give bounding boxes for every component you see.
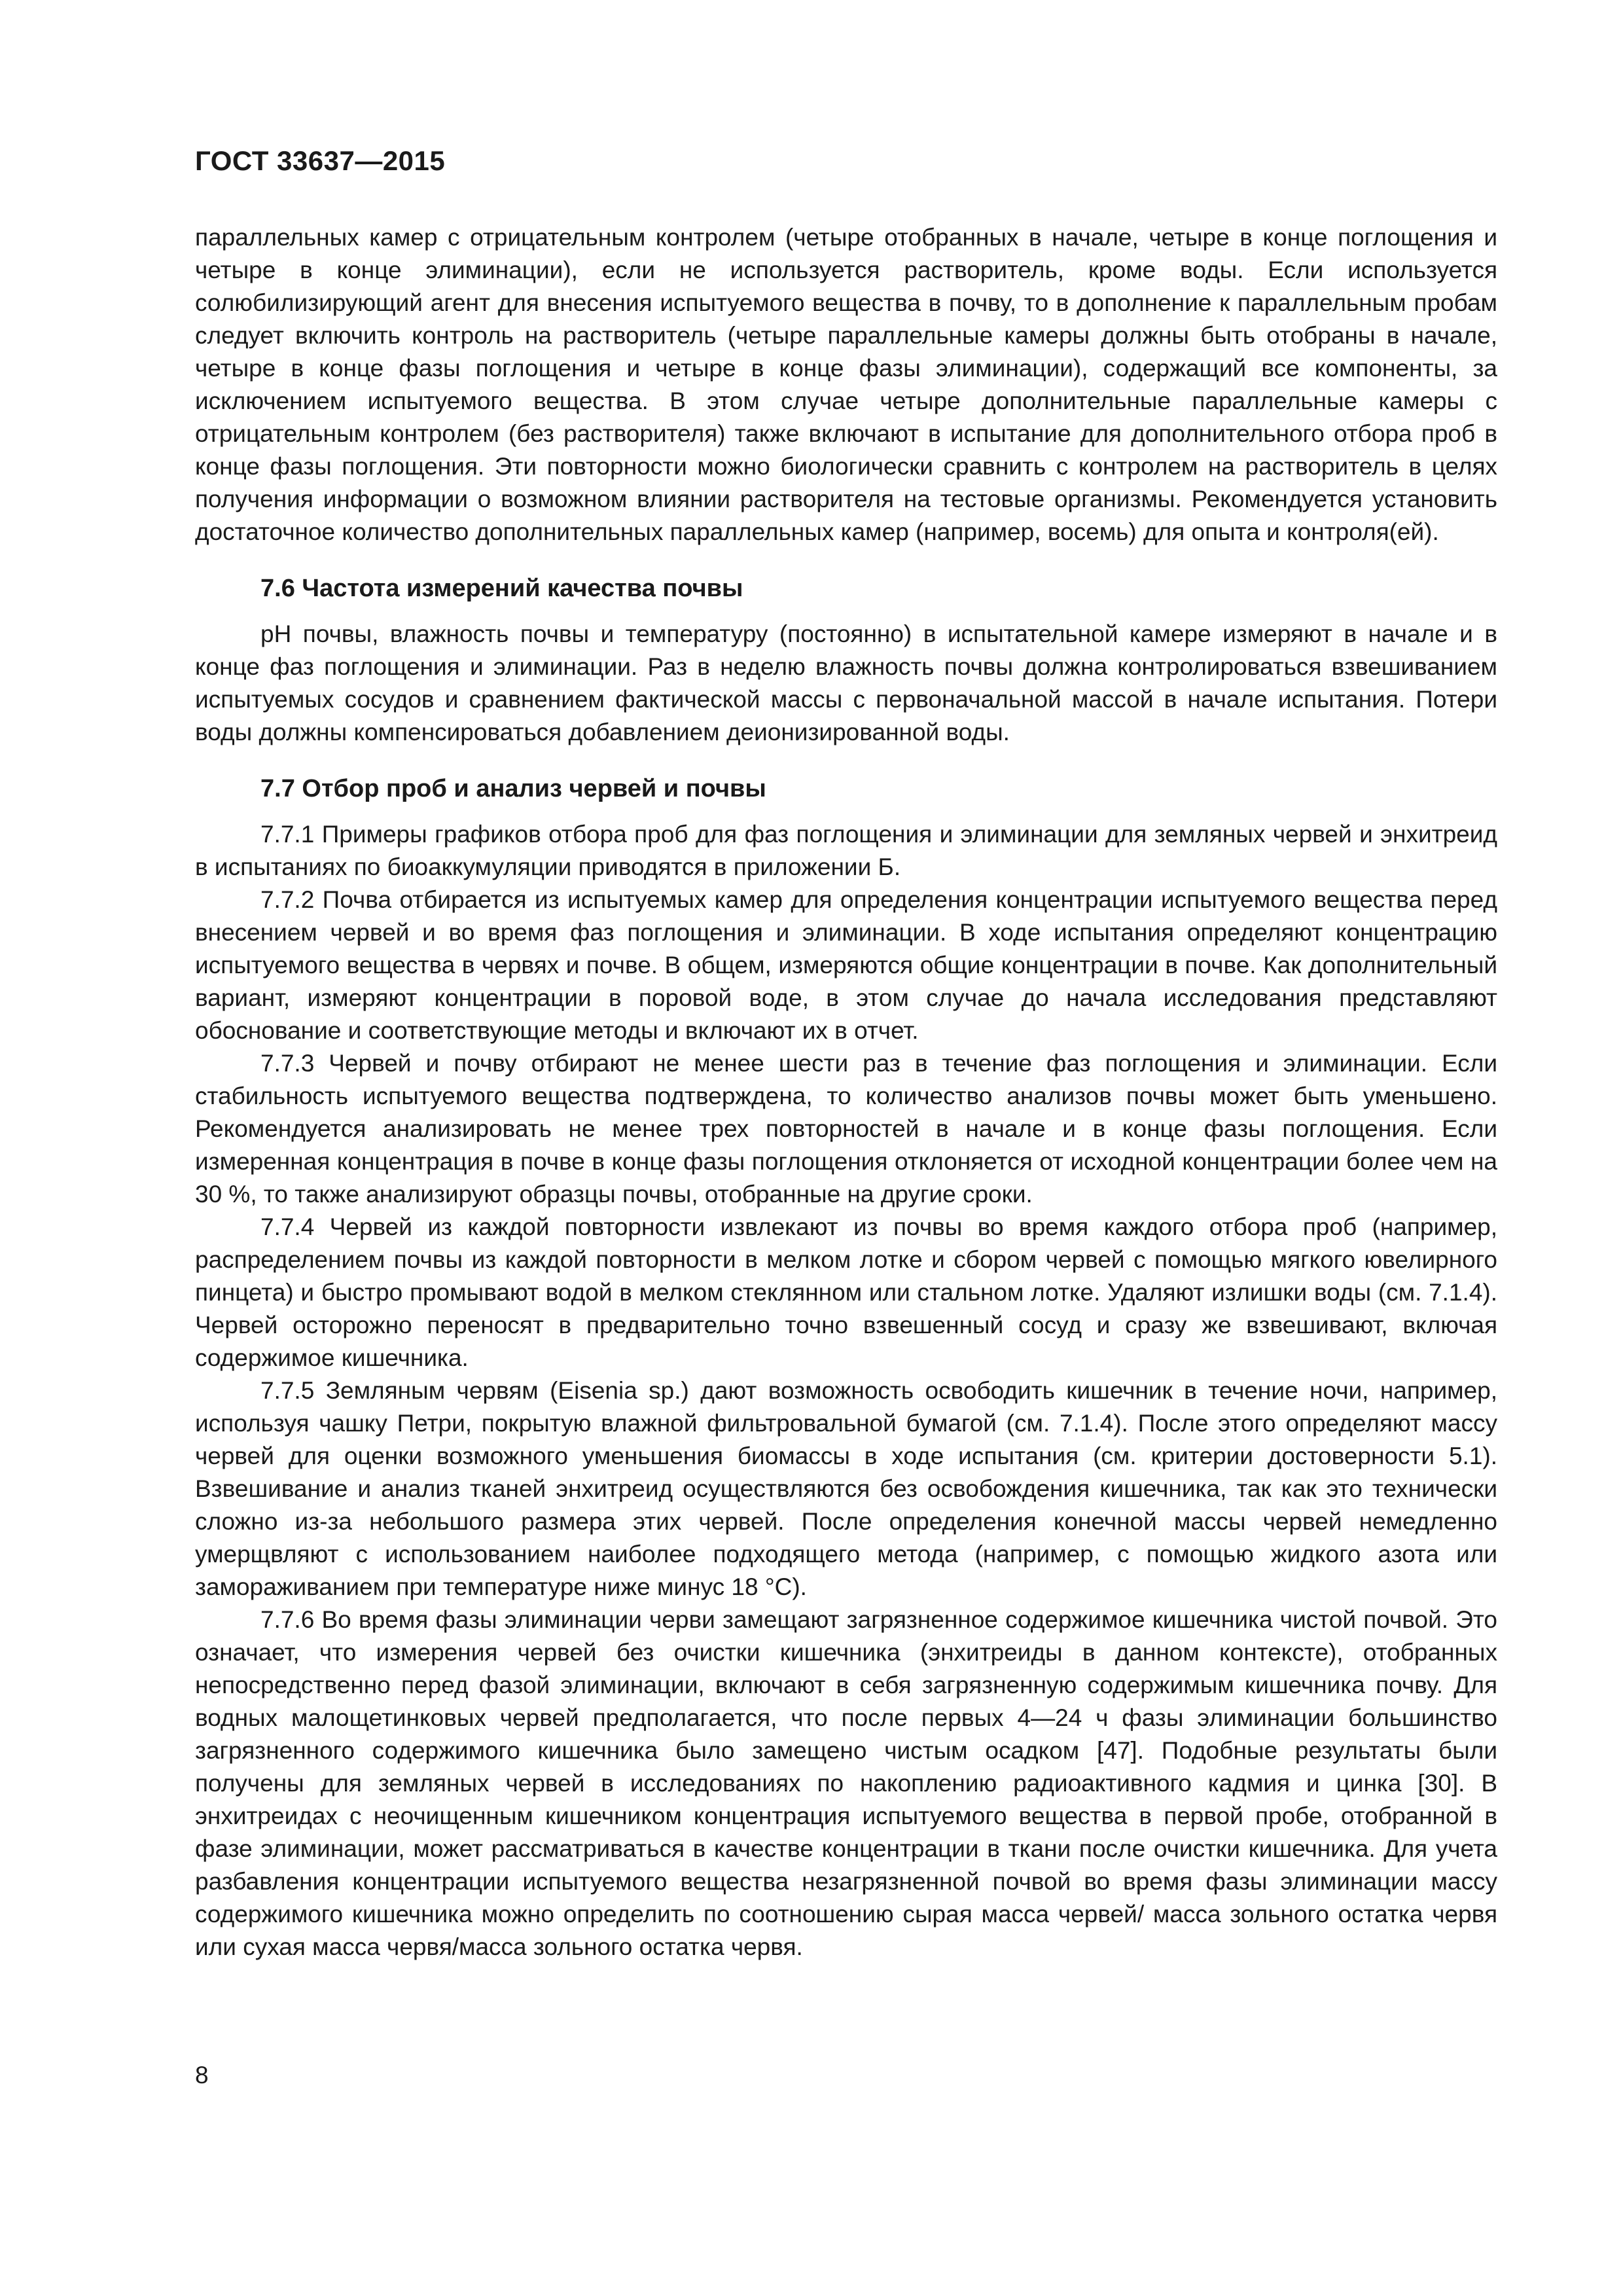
section-7-6-text: рН почвы, влажность почвы и температуру (постоянно) в испытательной камере измеряют в начале и в конце фаз поглощения и элиминации. Раз в неделю влажность почвы должна контролироваться взвешиванием испытуемых сосудов и сравнением фактической массы с первоначальной массой в начале испытания. Потери воды должны компенсироваться добавлением деионизированной воды. (195, 620, 1497, 745)
clause-7-7-2: 7.7.2 Почва отбирается из испытуемых камер для определения концентрации испытуемого вещества перед внесением червей и во время фаз поглощения и элиминации. В ходе испытания определяют концентрацию испытуемого вещества в червях и почве. В общем, измеряются общие концентрации в почве. Как дополнительный вариант, измеряют концентрации в поровой воде, в этом случае до начала исследования представляют обоснование и соответствующие методы и включают их в отчет. (195, 886, 1497, 1044)
page-number: 8 (195, 2062, 209, 2089)
clause-7-7-1: 7.7.1 Примеры графиков отбора проб для фаз поглощения и элиминации для земляных червей и энхитреид в испытаниях по биоаккумуляции приводятся в приложении Б. (195, 821, 1497, 880)
section-7-7-heading: 7.7 Отбор проб и анализ червей и почвы (260, 775, 766, 802)
clause-7-7-4: 7.7.4 Червей из каждой повторности извлекают из почвы во время каждого отбора проб (например, распределением почвы из каждой повторности в мелком лотке и сбором червей с помощью мягкого ювелирного пинцета) и быстро промывают водой в мелком стеклянном или стальном лотке. Удаляют излишки воды (см. 7.1.4). Червей осторожно переносят в предварительно точно взвешенный сосуд и сразу же взвешивают, включая содержимое кишечника. (195, 1213, 1497, 1371)
clause-7-7-5: 7.7.5 Земляным червям (Eisenia sp.) дают возможность освободить кишечник в течение ночи, например, используя чашку Петри, покрытую влажной фильтровальной бумагой (см. 7.1.4). После этого определяют массу червей для оценки возможного уменьшения биомассы в ходе испытания (см. критерии достоверности 5.1). Взвешивание и анализ тканей энхитреид осуществляются без освобождения кишечника, так как это технически сложно из-за небольшого размера этих червей. После определения конечной массы червей немедленно умерщвляют с использованием наиболее подходящего метода (например, с помощью жидкого азота или замораживанием при температуре ниже минус 18 °С). (195, 1377, 1497, 1600)
paragraph-continuation: параллельных камер с отрицательным контролем (четыре отобранных в начале, четыре в конце поглощения и четыре в конце элиминации), если не используется растворитель, кроме воды. Если используется солюбилизирующий агент для внесения испытуемого вещества в почву, то в дополнение к параллельным пробам следует включить контроль на растворитель (четыре параллельные камеры должны быть отобраны в начале, четыре в конце фазы поглощения и четыре в конце фазы элиминации), содержащий все компоненты, за исключением испытуемого вещества. В этом случае четыре дополнительные параллельные камеры с отрицательным контролем (без растворителя) также включают в испытание для дополнительного отбора проб в конце фазы поглощения. Эти повторности можно биологически сравнить с контролем на растворитель в целях получения информации о возможном влиянии растворителя на тестовые организмы. Рекомендуется установить достаточное количество дополнительных параллельных камер (например, восемь) для опыта и контроля(ей). (195, 224, 1497, 545)
document-body (195, 221, 1497, 1964)
section-7-6-heading: 7.6 Частота измерений качества почвы (260, 575, 743, 602)
clause-7-7-3: 7.7.3 Червей и почву отбирают не менее шести раз в течение фаз поглощения и элиминации. Если стабильность испытуемого вещества подтверждена, то количество анализов почвы может быть уменьшено. Рекомендуется анализировать не менее трех повторностей в начале и в конце фазы поглощения. Если измеренная концентрация в почве в конце фазы поглощения отклоняется от исходной концентрации более чем на 30 %, то также анализируют образцы почвы, отобранные на другие сроки. (195, 1050, 1497, 1208)
standard-header: ГОСТ 33637—2015 (195, 145, 446, 176)
clause-7-7-6: 7.7.6 Во время фазы элиминации черви замещают загрязненное содержимое кишечника чистой почвой. Это означает, что измерения червей без очистки кишечника (энхитреиды в данном контексте), отобранных непосредственно перед фазой элиминации, включают в себя загрязненную содержимым кишечника почву. Для водных малощетинковых червей предполагается, что после первых 4—24 ч фазы элиминации большинство загрязненного содержимого кишечника было замещено чистым осадком [47]. Подобные результаты были получены для земляных червей в исследованиях по накоплению радиоактивного кадмия и цинка [30]. В энхитреидах с неочищенным кишечником концентрация испытуемого вещества в первой пробе, отобранной в фазе элиминации, может рассматриваться в качестве концентрации в ткани после очистки кишечника. Для учета разбавления концентрации испытуемого вещества незагрязненной почвой во время фазы элиминации массу содержимого кишечника можно определить по соотношению сырая масса червей/ масса зольного остатка червя или сухая масса червя/масса зольного остатка червя. (195, 1606, 1497, 1960)
